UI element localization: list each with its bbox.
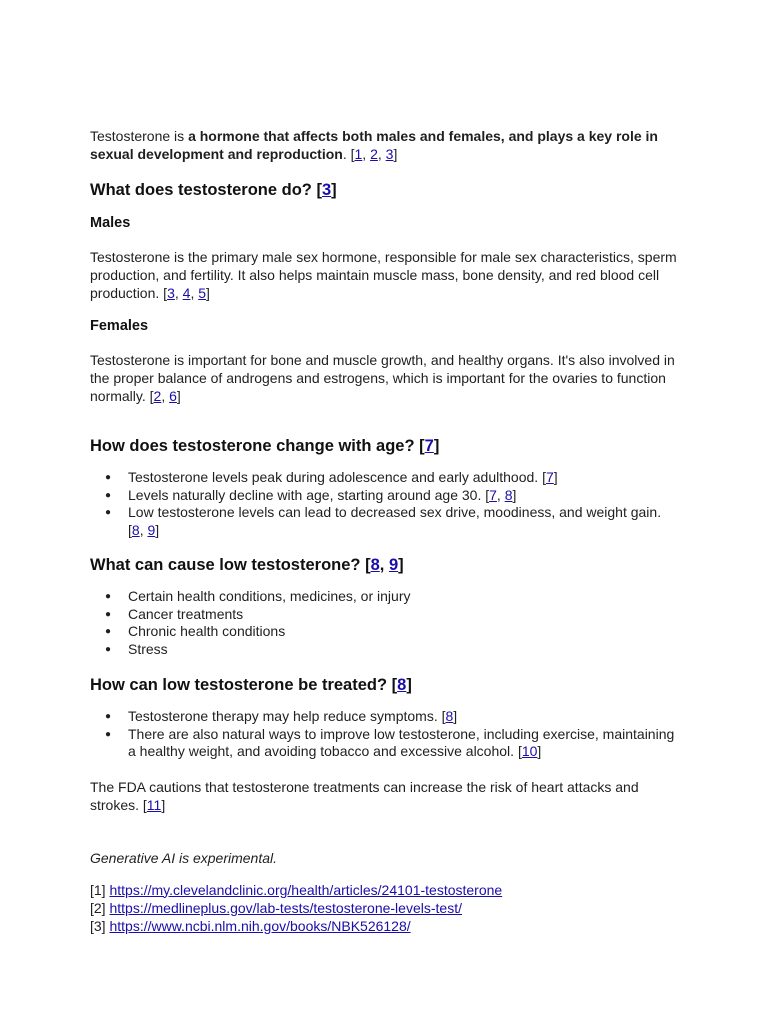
citation-link[interactable]: 9	[147, 521, 156, 538]
section-heading-text: How can low testosterone be treated?	[90, 676, 388, 694]
subheading-females: Females	[90, 318, 149, 334]
section-heading-what-does	[90, 180, 680, 200]
females-text: Testosterone is important for bone and muscle growth, and healthy organs. It's also involved in the proper balance of androgens and estrogens, which is important for the ovaries to function normally.	[90, 352, 675, 404]
list-item	[90, 623, 680, 641]
treatment-list	[90, 708, 680, 761]
list-item	[90, 726, 680, 761]
list-item-text: Low testosterone levels can lead to decreased sex drive, moodiness, and weight gain.	[128, 504, 662, 520]
citation-link[interactable]: 4	[182, 285, 191, 301]
list-item	[90, 641, 680, 659]
section-heading-citations: [3]	[316, 181, 337, 199]
list-item	[90, 606, 680, 624]
list-item-text: Cancer treatments	[128, 605, 244, 622]
males-citations: [3, 4, 5]	[163, 285, 210, 301]
list-item-citations: [8, 9]	[128, 521, 160, 538]
citation-link[interactable]: 3	[321, 181, 332, 199]
fda-citations: [11]	[142, 796, 166, 813]
list-item-citations: [7, 8]	[485, 486, 517, 503]
fda-text: The FDA cautions that testosterone treatments can increase the risk of heart attacks and strokes.	[90, 778, 639, 813]
list-item-text: Testosterone levels peak during adolescence and early adulthood.	[128, 469, 539, 485]
list-item	[90, 504, 680, 539]
citation-link[interactable]: 7	[424, 437, 434, 455]
reference-link[interactable]: https://medlineplus.gov/lab-tests/testosterone-levels-test/	[109, 899, 462, 916]
citation-link[interactable]: 8	[504, 486, 513, 503]
intro-paragraph	[90, 127, 680, 163]
list-item-text: Certain health conditions, medicines, or injury	[128, 588, 411, 604]
section-heading-treatment	[90, 675, 680, 695]
reference-label: [1]	[90, 881, 106, 898]
females-paragraph	[90, 351, 680, 405]
list-item-citations: [10]	[517, 743, 542, 759]
age-list	[90, 469, 680, 539]
list-item	[90, 487, 680, 505]
citation-link[interactable]: 3	[385, 146, 394, 162]
section-heading-citations: [8, 9]	[365, 556, 404, 574]
list-item-text: Levels naturally decline with age, starting around age 30.	[128, 486, 482, 503]
intro-bold: a hormone that affects both males and females, and plays a key role in sexual development and reproduction	[90, 128, 658, 162]
list-item-citations: [8]	[441, 708, 458, 724]
reference-link[interactable]: https://my.clevelandclinic.org/health/articles/24101-testosterone	[109, 881, 503, 898]
citation-link[interactable]: 10	[521, 743, 538, 759]
citation-link[interactable]: 6	[169, 388, 177, 404]
citation-link[interactable]: 7	[545, 469, 554, 485]
article	[90, 127, 680, 935]
list-item	[90, 708, 680, 726]
citation-link[interactable]: 5	[198, 285, 207, 301]
list-item-text: There are also natural ways to improve low testosterone, including exercise, maintaining a healthy weight, and avoiding tobacco and excessive alcohol.	[128, 725, 675, 759]
males-paragraph	[90, 248, 680, 302]
females-citations: [2, 6]	[149, 388, 181, 404]
list-item	[90, 469, 680, 487]
males-text: Testosterone is the primary male sex hormone, responsible for male sex characteristics, sperm production, and fertility. It also helps maintain muscle mass, bone density, and red blood cell production.	[90, 249, 677, 301]
reference-label: [2]	[90, 899, 106, 916]
section-heading-causes	[90, 555, 680, 575]
section-heading-text: How does testosterone change with age?	[90, 437, 415, 455]
intro-suffix: .	[342, 146, 351, 162]
list-item	[90, 588, 680, 606]
citation-link[interactable]: 2	[370, 146, 378, 162]
citation-link[interactable]: 8	[445, 708, 454, 724]
citation-link[interactable]: 11	[146, 796, 162, 813]
section-heading-text: What does testosterone do?	[90, 181, 312, 199]
list-item-text: Chronic health conditions	[128, 623, 286, 639]
reference-link[interactable]: https://www.ncbi.nlm.nih.gov/books/NBK526128/	[109, 917, 411, 934]
list-item-citations: [7]	[542, 469, 558, 485]
references-list	[90, 881, 680, 935]
citation-link[interactable]: 8	[397, 676, 407, 694]
fda-paragraph	[90, 778, 680, 814]
reference-label: [3]	[90, 917, 106, 934]
section-heading-age	[90, 436, 680, 456]
citation-link[interactable]: 8	[131, 521, 140, 538]
ai-disclaimer: Generative AI is experimental.	[90, 849, 278, 866]
reference-item	[90, 899, 680, 917]
citation-link[interactable]: 7	[489, 486, 497, 503]
reference-item	[90, 881, 680, 899]
intro-prefix: Testosterone is	[90, 128, 189, 144]
list-item-text: Testosterone therapy may help reduce symptoms.	[128, 708, 438, 724]
citation-link[interactable]: 2	[153, 388, 162, 404]
citation-link[interactable]: 3	[167, 285, 175, 301]
citation-link[interactable]: 1	[354, 146, 363, 162]
citation-link[interactable]: 8	[370, 556, 380, 574]
list-item-text: Stress	[128, 640, 168, 657]
section-heading-citations: [8]	[391, 676, 412, 694]
citation-link[interactable]: 9	[388, 556, 399, 574]
reference-item	[90, 917, 680, 935]
causes-list	[90, 588, 680, 658]
section-heading-citations: [7]	[419, 437, 440, 455]
subheading-males: Males	[90, 215, 131, 231]
intro-citations: [1, 2, 3]	[350, 146, 398, 162]
section-heading-text: What can cause low testosterone?	[90, 556, 361, 574]
